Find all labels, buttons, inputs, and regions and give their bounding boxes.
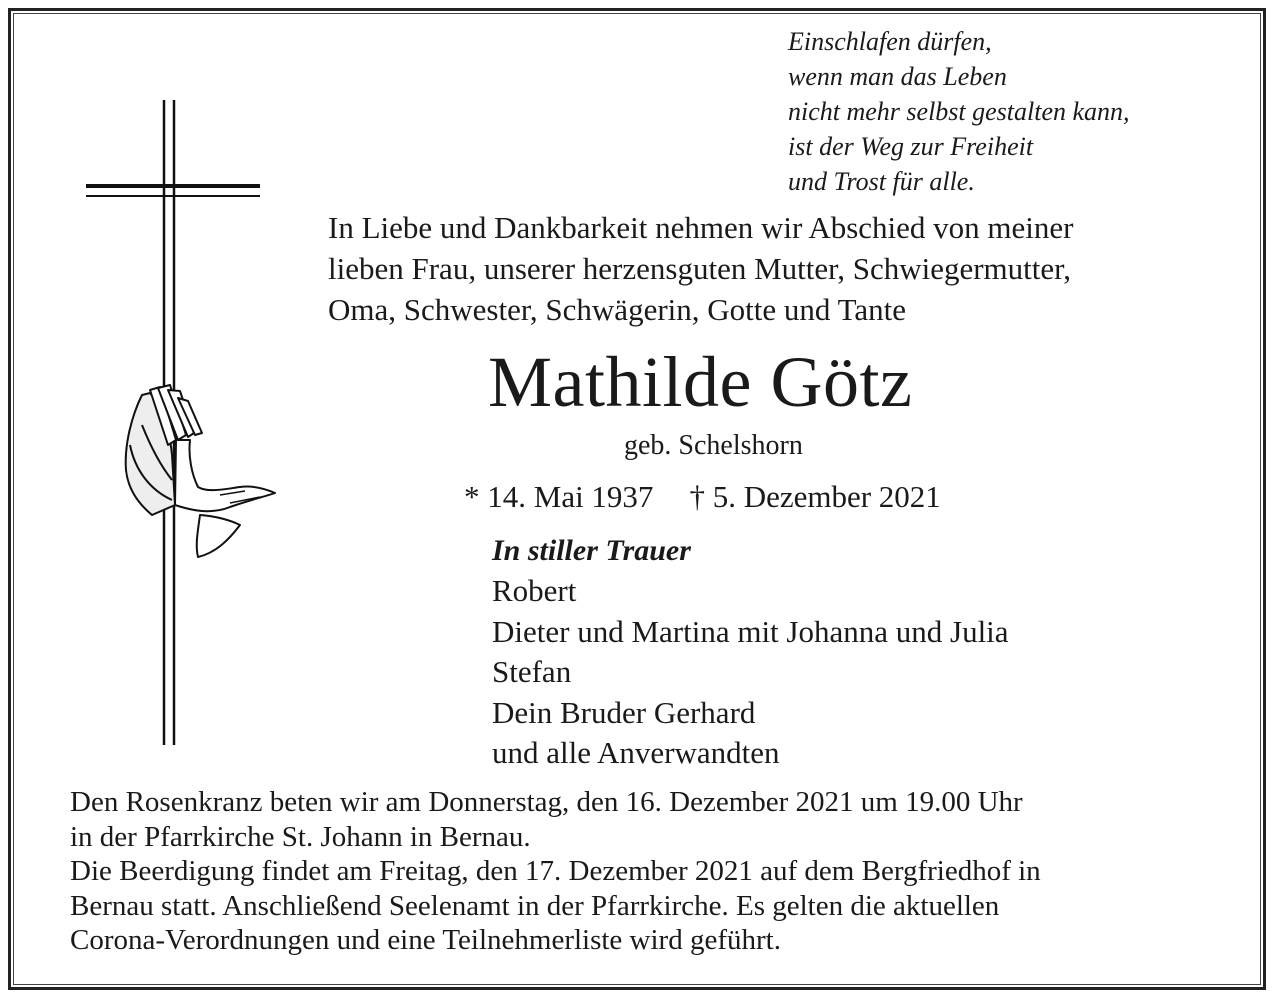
mourner-line: Stefan xyxy=(492,654,572,689)
mourner-line: und alle Anverwandten xyxy=(492,735,780,770)
notice-line: Den Rosenkranz beten wir am Donnerstag, den 16. Dezember 2021 um 19.00 Uhr xyxy=(70,786,1023,818)
notice-line: in der Pfarrkirche St. Johann in Bernau. xyxy=(70,820,531,853)
poem-line: nicht mehr selbst gestalten kann, xyxy=(788,97,1130,126)
poem xyxy=(788,24,1130,199)
life-dates xyxy=(464,477,941,517)
poem-line: wenn man das Leben xyxy=(788,62,1007,91)
mourners-heading: In stiller Trauer xyxy=(492,534,691,567)
poem-line: ist der Weg zur Freiheit xyxy=(788,132,1034,161)
birth-date: * 14. Mai 1937 xyxy=(464,479,654,514)
notice-line: Bernau statt. Anschließend Seelenamt in der Pfarrkirche. Es gelten die aktuellen xyxy=(70,889,1000,922)
mourner-line: Dein Bruder Gerhard xyxy=(492,694,756,730)
intro-line: lieben Frau, unserer herzensguten Mutter, Schwiegermutter, xyxy=(328,251,1071,286)
notice-line: Corona-Verordnungen und eine Teilnehmerliste wird geführt. xyxy=(70,924,781,956)
mourner-line: Robert xyxy=(492,573,577,608)
intro-line: Oma, Schwester, Schwägerin, Gotte und Tante xyxy=(328,292,906,327)
cross-icon xyxy=(80,95,280,755)
poem-line: Einschlafen dürfen, xyxy=(788,27,992,56)
deceased-name: Mathilde Götz xyxy=(488,342,913,422)
death-date: † 5. Dezember 2021 xyxy=(689,479,941,514)
mourner-line: Dieter und Martina mit Johanna und Julia xyxy=(492,613,1009,649)
service-notice xyxy=(70,785,1041,958)
notice-line: Die Beerdigung findet am Freitag, den 17. Dezember 2021 auf dem Bergfriedhof in xyxy=(70,855,1041,887)
mourners-list xyxy=(492,571,1009,774)
praying-hands-icon xyxy=(126,385,275,557)
intro-line: In Liebe und Dankbarkeit nehmen wir Abschied von meiner xyxy=(328,210,1074,245)
birth-name: geb. Schelshorn xyxy=(624,430,803,461)
intro-text xyxy=(328,207,1074,330)
poem-line: und Trost für alle. xyxy=(788,167,975,196)
